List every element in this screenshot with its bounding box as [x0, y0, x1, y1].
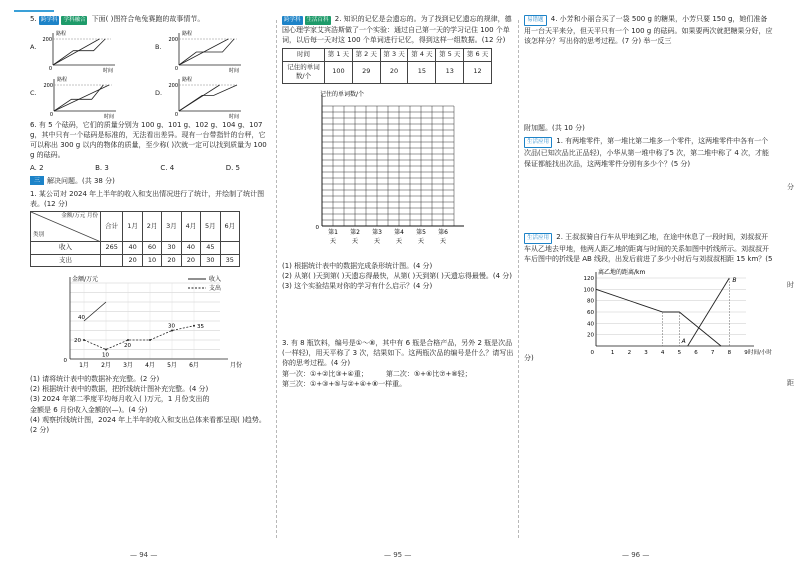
problem-1 — [30, 189, 270, 435]
question-text: 4. 小芳和小丽合买了一袋 500 g 的糖果，小芳只要 150 g，她们准备用一台天平来分，但天平只有一个 100 g 的砝码。如果要两次就把糖果分好，应该怎样分？写出你的思考过程。(7 分) — [524, 15, 773, 46]
question-text: 3. 有 8 瓶饮料，编号是①～⑧，其中有 6 瓶是合格产品，另外 2 瓶是次品(一样轻)，用天平称了 3 次，结果如下。这两瓶次品的编号是什么？请写出你的思考过程。(4 分) — [282, 339, 514, 368]
sub-question: (2) 从第( )天到第( )天遗忘得最快，从第( )天到第( )天遗忘得最慢。(4 分) — [282, 271, 513, 280]
tortoise-line — [53, 39, 99, 65]
top-accent-bar — [14, 10, 54, 12]
x-tick-label: 天 — [417, 237, 425, 245]
question-text: 1. 某公司对 2024 年上半年的收入和支出情况进行了统计，并绘制了统计图表。(12 分) — [30, 189, 265, 208]
table-header: 4月 — [181, 212, 200, 242]
margin-glyph: 距 — [787, 379, 794, 387]
legend-expense: 支出 — [209, 284, 222, 292]
y-tick-label: 100 — [583, 287, 594, 294]
column-divider — [518, 20, 519, 538]
y-axis-label: 路程 — [56, 77, 67, 83]
data-point — [105, 348, 107, 350]
option-a-graph — [39, 29, 119, 74]
x-tick-label: 第1 — [328, 228, 338, 236]
tick-label: 200 — [168, 83, 179, 89]
tick-label: 200 — [167, 37, 178, 43]
question-tag: 易错题 — [524, 15, 547, 26]
y-axis-label: 金额/万元 — [72, 275, 99, 283]
x-axis-label: 时间/小时 — [747, 349, 772, 356]
y-tick-label: 80 — [586, 298, 594, 305]
y-tick-label: 0 — [315, 224, 319, 231]
option-d[interactable]: D. 路程 200 0 时间 — [155, 75, 270, 117]
y-axis-label: 路程 — [56, 31, 67, 37]
margin-glyph: 时 — [787, 281, 794, 289]
question-tag: 跨学科 — [284, 17, 301, 23]
liu-series-line — [596, 289, 721, 346]
table-row: 支出 20 10 20 20 30 35 — [31, 254, 240, 266]
tick-label: 0 — [174, 66, 178, 72]
x-tick-label: 5月 — [167, 361, 177, 369]
data-label: 40 — [78, 314, 85, 321]
x-tick-label: 5 — [677, 349, 682, 356]
x-tick-label: 第5 — [416, 228, 426, 236]
table-corner: 金额/万元 月份 类别 — [31, 212, 101, 242]
x-tick-label: 天 — [439, 237, 447, 245]
section-title: 解决问题。(共 38 分) — [47, 176, 115, 185]
tick-label: 0 — [49, 66, 53, 72]
sub-question: (3) 2024 年第二季度平均每月收入( )万元，1 月份支出的 — [30, 395, 210, 404]
blank-cell[interactable] — [220, 242, 239, 254]
data-point — [83, 339, 85, 341]
extra-section-title: 附加题。(共 10 分) — [524, 124, 585, 133]
question-number: 5. — [30, 15, 37, 23]
question-tag: 生活应用 — [524, 137, 552, 148]
x-tick-label: 第4 — [394, 228, 404, 236]
expense-series-line — [84, 326, 194, 350]
x-tick-label: 6月 — [189, 361, 199, 369]
x-tick-label: 7 — [710, 349, 715, 356]
data-label: 10 — [102, 352, 109, 359]
income-expense-table — [30, 211, 240, 267]
x-tick-label: 1 — [610, 349, 615, 356]
x-tick-label: 天 — [395, 237, 403, 245]
page-96-column — [524, 14, 774, 550]
question-tag: 学科融合 — [63, 17, 86, 23]
sub-question: (3) 这个实验结果对你的学习有什么启示？(4 分) — [282, 281, 433, 290]
x-tick-label: 天 — [351, 237, 359, 245]
data-point — [193, 325, 195, 327]
x-tick-label: 2月 — [101, 361, 111, 369]
x-tick-label: 9 — [744, 349, 748, 356]
option-b-graph — [165, 29, 245, 74]
question-tag: 生活应用 — [524, 233, 552, 244]
table-row: 收入 265 40 60 30 40 45 — [31, 242, 240, 254]
data-point — [127, 339, 129, 341]
sub-question: (1) 请将统计表中的数据补充完整。(2 分) — [30, 375, 160, 384]
problem-2 — [282, 14, 514, 291]
table-row: 记住的单词数/个 100 29 20 15 13 12 — [283, 61, 492, 83]
x-tick-label: 第6 — [438, 228, 448, 236]
option-a[interactable]: A. 路程 200 0 时间 — [30, 29, 145, 71]
distance-time-chart — [576, 268, 772, 360]
tick-label: 0 — [49, 112, 53, 118]
sub-question: (2) 根据统计表中的数据，把折线统计图补充完整。(4 分) — [30, 385, 209, 394]
x-tick-label: 2 — [627, 349, 632, 356]
question-tag: 跨学科 — [40, 17, 58, 23]
income-expense-line-chart — [30, 271, 260, 371]
table-header: 2月 — [142, 212, 161, 242]
option-b[interactable]: B. 路程 200 0 时间 — [155, 29, 270, 71]
extra-problem-1 — [524, 136, 774, 168]
y-tick-label: 60 — [586, 309, 594, 316]
table-header: 1月 — [123, 212, 142, 242]
question-5 — [30, 14, 270, 120]
choice-d[interactable]: D. 5 — [225, 163, 240, 172]
y-tick-label: 0 — [63, 357, 67, 364]
option-c-graph — [40, 75, 120, 120]
data-label: 20 — [74, 337, 81, 344]
x-tick-label: 1月 — [79, 361, 89, 369]
page-95-column — [282, 14, 514, 550]
note: 举一反三 — [643, 37, 672, 46]
option-c[interactable]: C. 路程 200 0 时间 — [30, 75, 145, 117]
y-tick-label: 40 — [586, 321, 594, 328]
word-memory-bar-chart-grid — [282, 88, 492, 258]
tick-label: 0 — [174, 112, 179, 118]
page-number: — 96 — — [622, 550, 650, 559]
option-d-graph — [165, 75, 245, 120]
question-text: 下面( )图符合龟兔赛跑的故事情节。 — [91, 15, 205, 23]
x-tick-label: 0 — [590, 349, 594, 356]
x-tick-label: 8 — [727, 349, 732, 356]
tick-label: 200 — [43, 83, 53, 89]
problem-3: 3. 有 8 瓶饮料，编号是①～⑧，其中有 6 瓶是合格产品，另外 2 瓶是次品(一样轻)，用天平称了 3 次，结果如下。这两瓶次品的编号是什么？请写出你的思考过程。(4 分) 第一次：①+②比③+④重； 第二次：⑤+⑥比⑦+⑧轻； 第三次：①+③+⑤与②+④+⑧一样重。 — [282, 339, 514, 388]
column-divider — [276, 20, 277, 538]
option-graphs — [30, 29, 270, 120]
sub-question: 金额是 6 月份收入金额的(—)。(4 分) — [30, 405, 148, 414]
choice-c[interactable]: C. 4 — [160, 163, 175, 172]
hare-line — [53, 39, 105, 65]
x-tick-label: 4月 — [145, 361, 155, 369]
question-text: 2. 王叔叔骑自行车从甲地到乙地，在途中休息了一段时间，刘叔叔开车从乙地去甲地，他两人距乙地的距离与时间的关系如图中折线所示。刘叔叔开车后图中的折线是 AB 线段，出发后前进了多少小时后与刘叔叔相距 15 km？(5 分) — [524, 232, 773, 362]
section-header — [30, 176, 270, 186]
sub-question: (4) 观察折线统计图，2024 年上半年的收入和支出总体来看都呈现( )趋势。(2 分) — [30, 415, 266, 434]
y-tick-label: 20 — [586, 332, 594, 339]
section-number: 三 — [30, 176, 44, 185]
memory-table: 时间 第 1 天 第 2 天 第 3 天 第 4 天 第 5 天 第 6 天 记住的单词数/个 100 29 20 15 13 12 — [282, 48, 492, 83]
y-axis-label: 路程 — [181, 31, 192, 37]
y-axis-label: 记住的单词数/个 — [320, 90, 365, 98]
x-tick-label: 3月 — [123, 361, 133, 369]
extra-problem-2 — [524, 232, 774, 363]
table-header: 6月 — [220, 212, 239, 242]
data-point — [149, 339, 151, 341]
tortoise-line — [54, 85, 109, 111]
data-label: 20 — [124, 342, 131, 349]
page-number: — 95 — — [384, 550, 412, 559]
data-label: 30 — [168, 323, 175, 330]
question-tag: 生活百科 — [306, 17, 329, 23]
question-text: 6. 有 5 个砝码，它们的质量分别为 100 g、101 g、102 g、104 g、107 g，其中只有一个砝码是标准的，无法看出差异。现有一台带指针的台秤，它可以称出 300 g 以内的物体的质量，至少称( )次就一定可以找到质量为 100 g 的砝码。 — [30, 121, 267, 160]
question-6 — [30, 120, 270, 173]
x-tick-label: 3 — [644, 349, 648, 356]
y-tick-label: 120 — [583, 275, 594, 282]
x-tick-label: 第2 — [350, 228, 360, 236]
table-header: 合计 — [101, 212, 123, 242]
blank-cell[interactable] — [101, 254, 123, 266]
choice-b[interactable]: B. 3 — [95, 163, 109, 172]
choice-a[interactable]: A. 2 — [30, 163, 44, 172]
x-tick-label: 6 — [694, 349, 698, 356]
tick-label: 200 — [42, 37, 53, 43]
x-tick-label: 天 — [329, 237, 337, 245]
hare-line — [179, 39, 234, 65]
x-axis-label: 时间 — [228, 68, 239, 74]
point-label-b: B — [732, 276, 737, 284]
weighing-results: 第一次：①+②比③+④重； 第二次：⑤+⑥比⑦+⑧轻； — [282, 369, 472, 378]
question-text: 2. 知识的记忆是会遗忘的。为了找到记忆遗忘的规律，德国心理学家艾宾浩斯做了一个实验：通过自己第一天的学习记住 100 个单词，以后每一天对这 100 个单词进行记忆，得到这样一组数据。(12 分) — [282, 15, 512, 45]
x-axis-label: 时间 — [103, 114, 114, 120]
x-tick-label: 4 — [660, 349, 665, 356]
tortoise-line — [179, 85, 220, 111]
x-tick-label: 第3 — [372, 228, 382, 236]
margin-glyph: 分 — [787, 183, 794, 191]
question-text: 1. 有两堆零件，第一堆比第二堆多一个零件，这两堆零件中各有一个次品(已知次品比正品轻)，小华从第一堆中称了5 次，第二堆中称了 4 次，才能保证都能找出次品，这两堆零件分别有多少个？(5 分) — [524, 137, 770, 168]
table-header: 3月 — [162, 212, 181, 242]
legend-income: 收入 — [209, 275, 222, 283]
choice-options — [30, 163, 270, 173]
y-axis-label: 路程 — [182, 77, 193, 83]
hare-line — [179, 85, 237, 111]
x-axis-label: 时间 — [229, 114, 240, 120]
x-axis-label: 时间 — [103, 68, 114, 74]
sub-question: (1) 根据统计表中的数据完成条形统计图。(4 分) — [282, 261, 433, 270]
x-axis-label: 月份 — [230, 361, 243, 369]
x-tick-label: 天 — [373, 237, 381, 245]
problem-4 — [524, 14, 774, 46]
point-label-a: A — [681, 337, 686, 345]
page-94-column — [30, 14, 270, 550]
y-axis-label: 离乙地的距离/km — [597, 268, 646, 276]
data-label: 35 — [197, 323, 204, 330]
data-point — [171, 329, 173, 331]
table-header: 5月 — [201, 212, 220, 242]
page-number: — 94 — — [130, 550, 158, 559]
